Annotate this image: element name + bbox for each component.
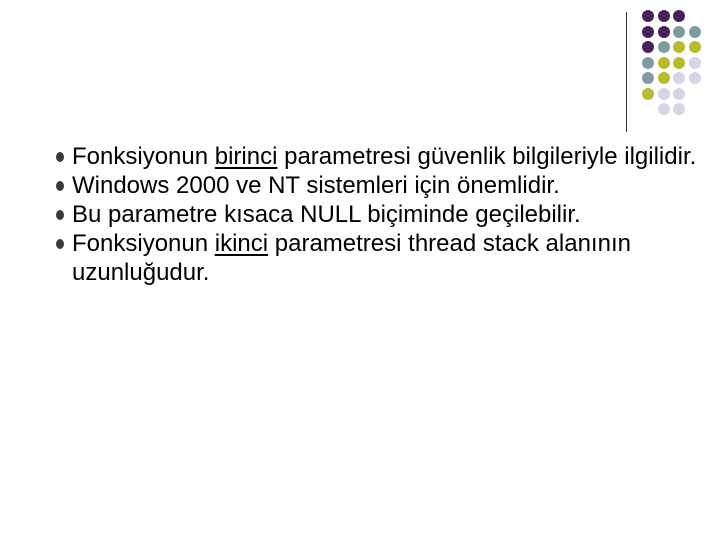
- decorative-dot: [673, 26, 685, 38]
- decorative-dot: [642, 41, 654, 53]
- bullet-icon: [56, 152, 64, 162]
- bullet-item-4: [58, 229, 698, 287]
- decorative-dot: [673, 41, 685, 53]
- decorative-dot: [673, 57, 685, 69]
- vertical-divider: [626, 12, 627, 132]
- bullet-4-text-pre: Fonksiyonun: [72, 230, 215, 257]
- decorative-dot: [642, 72, 654, 84]
- bullet-1-underlined-word: birinci: [214, 143, 278, 170]
- decorative-dot: [642, 57, 654, 69]
- decorative-dot: [689, 26, 701, 38]
- decorative-dot: [689, 57, 701, 69]
- decorative-dot-grid: [0, 0, 720, 140]
- bullet-icon: [56, 210, 64, 220]
- decorative-dot: [658, 10, 670, 22]
- decorative-dot: [642, 26, 654, 38]
- bullet-item-2: [58, 171, 698, 200]
- bullet-item-3: [58, 200, 698, 229]
- decorative-dot: [642, 10, 654, 22]
- bullet-2-text: Windows 2000 ve NT sistemleri için önemlidir.: [72, 172, 560, 199]
- bullet-1-text-pre: Fonksiyonun: [72, 143, 215, 170]
- decorative-dot: [673, 88, 685, 100]
- decorative-dot: [689, 72, 701, 84]
- decorative-dot: [658, 57, 670, 69]
- bullet-3-text: Bu parametre kısaca NULL biçiminde geçilebilir.: [72, 201, 581, 228]
- decorative-dot: [673, 10, 685, 22]
- decorative-dot: [673, 72, 685, 84]
- bullet-1-text-post: parametresi güvenlik bilgileriyle ilgilidir.: [277, 143, 697, 170]
- bullet-list: [58, 142, 698, 287]
- bullet-icon: [56, 181, 64, 191]
- bullet-4-text-post: parametresi thread stack alanının uzunluğudur.: [72, 230, 631, 286]
- bullet-4-underlined-word: ikinci: [214, 230, 269, 257]
- decorative-dot: [642, 88, 654, 100]
- decorative-dot: [658, 103, 670, 115]
- bullet-icon: [56, 239, 64, 249]
- decorative-dot: [658, 26, 670, 38]
- decorative-dot: [689, 41, 701, 53]
- decorative-dot: [658, 72, 670, 84]
- decorative-dot: [673, 103, 685, 115]
- decorative-dot: [658, 41, 670, 53]
- bullet-item-1: [58, 142, 698, 171]
- decorative-dot: [658, 88, 670, 100]
